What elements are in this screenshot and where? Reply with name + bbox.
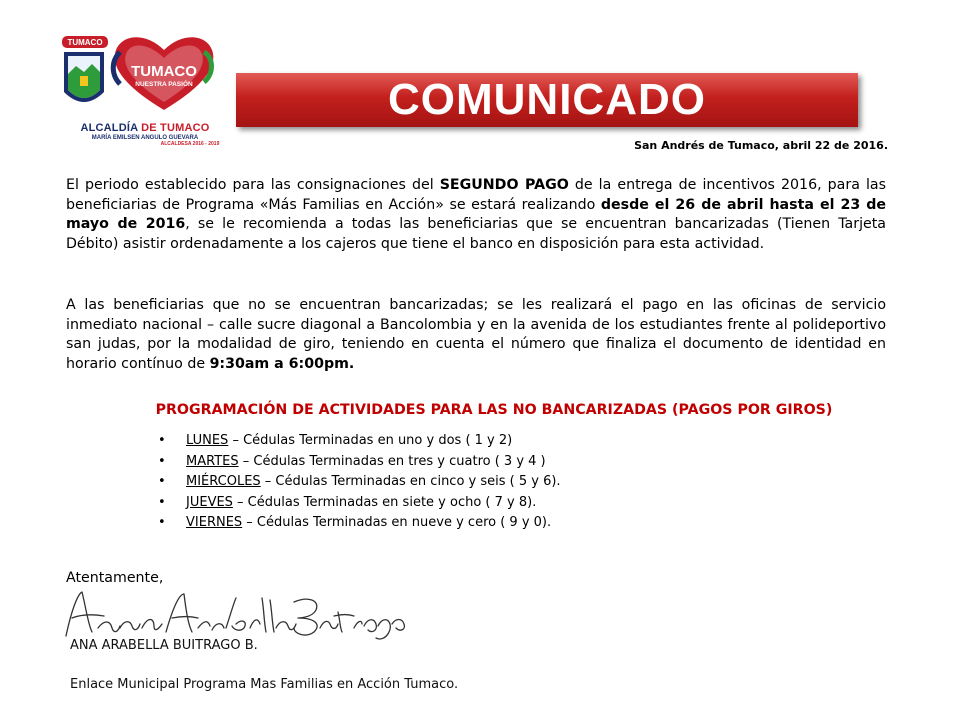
svg-text:NUESTRA PASIÓN: NUESTRA PASIÓN bbox=[135, 81, 193, 88]
comunicado-banner bbox=[236, 73, 858, 127]
banner-title: COMUNICADO bbox=[388, 75, 706, 124]
signatory-role: Enlace Municipal Programa Mas Familias en Acción Tumaco. bbox=[70, 677, 459, 692]
list-item: • VIERNES – Cédulas Terminadas en nueve y cero ( 9 y 0). bbox=[158, 513, 561, 534]
list-item: • LUNES – Cédulas Terminadas en uno y dos ( 1 y 2) bbox=[158, 431, 561, 452]
signatory-name: ANA ARABELLA BUITRAGO B. bbox=[70, 638, 258, 653]
date-line: San Andrés de Tumaco, abril 22 de 2016. bbox=[634, 139, 888, 152]
logo-mayor-name: MARÍA EMILSEN ANGULO GUEVARA bbox=[91, 135, 199, 141]
bullet-icon: • bbox=[158, 494, 166, 510]
logo-emblem-icon bbox=[54, 22, 224, 122]
list-item: • JUEVES – Cédulas Terminadas en siete y ocho ( 7 y 8). bbox=[158, 493, 561, 514]
schedule-heading: PROGRAMACIÓN DE ACTIVIDADES PARA LAS NO BANCARIZADAS (PAGOS POR GIROS) bbox=[155, 402, 833, 418]
svg-text:TUMACO: TUMACO bbox=[131, 63, 197, 80]
schedule-list bbox=[158, 431, 561, 534]
bullet-icon: • bbox=[158, 433, 166, 448]
bullet-icon: • bbox=[158, 453, 166, 469]
logo-term: ALCALDESA 2016 - 2019 bbox=[160, 141, 220, 147]
handwritten-signature bbox=[58, 588, 418, 644]
signature-icon bbox=[58, 588, 418, 644]
paragraph-non-banked: A las beneficiarias que no se encuentran bancarizadas; se les realizará el pago en las oficinas de servicio inmediato nacional – calle sucre diagonal a Bancolombia y en la avenida de los estudiantes frente al polideportivo san judas, por la modalidad de giro, teniendo en cuenta el número que finaliza el documento de identidad en horario contínuo de 9:30am a 6:00pm. bbox=[66, 297, 886, 372]
paragraph-first-payment: El periodo establecido para las consignaciones del SEGUNDO PAGO de la entrega de incentivos 2016, para las beneficiarias de Programa «Más Familias en Acción» se estará realizando desde el 26 de abril hasta el 23 de mayo de 2016, se le recomienda a todas las beneficiarias que se encuentran bancarizadas (Tienen Tarjeta Débito) asistir ordenadamente a los cajeros que tiene el banco en disposición para esta actividad. bbox=[66, 177, 887, 252]
svg-text:TUMACO: TUMACO bbox=[67, 38, 103, 47]
logo-org-name: ALCALDÍA DE TUMACO bbox=[80, 122, 210, 134]
bullet-icon: • bbox=[158, 515, 166, 530]
list-item: • MIÉRCOLES – Cédulas Terminadas en cinco y seis ( 5 y 6). bbox=[158, 472, 561, 493]
list-item: • MARTES – Cédulas Terminadas en tres y cuatro ( 3 y 4 ) bbox=[158, 452, 561, 473]
bullet-icon: • bbox=[158, 474, 166, 489]
logo-wordmark bbox=[50, 122, 240, 147]
closing-text: Atentamente, bbox=[66, 570, 164, 586]
